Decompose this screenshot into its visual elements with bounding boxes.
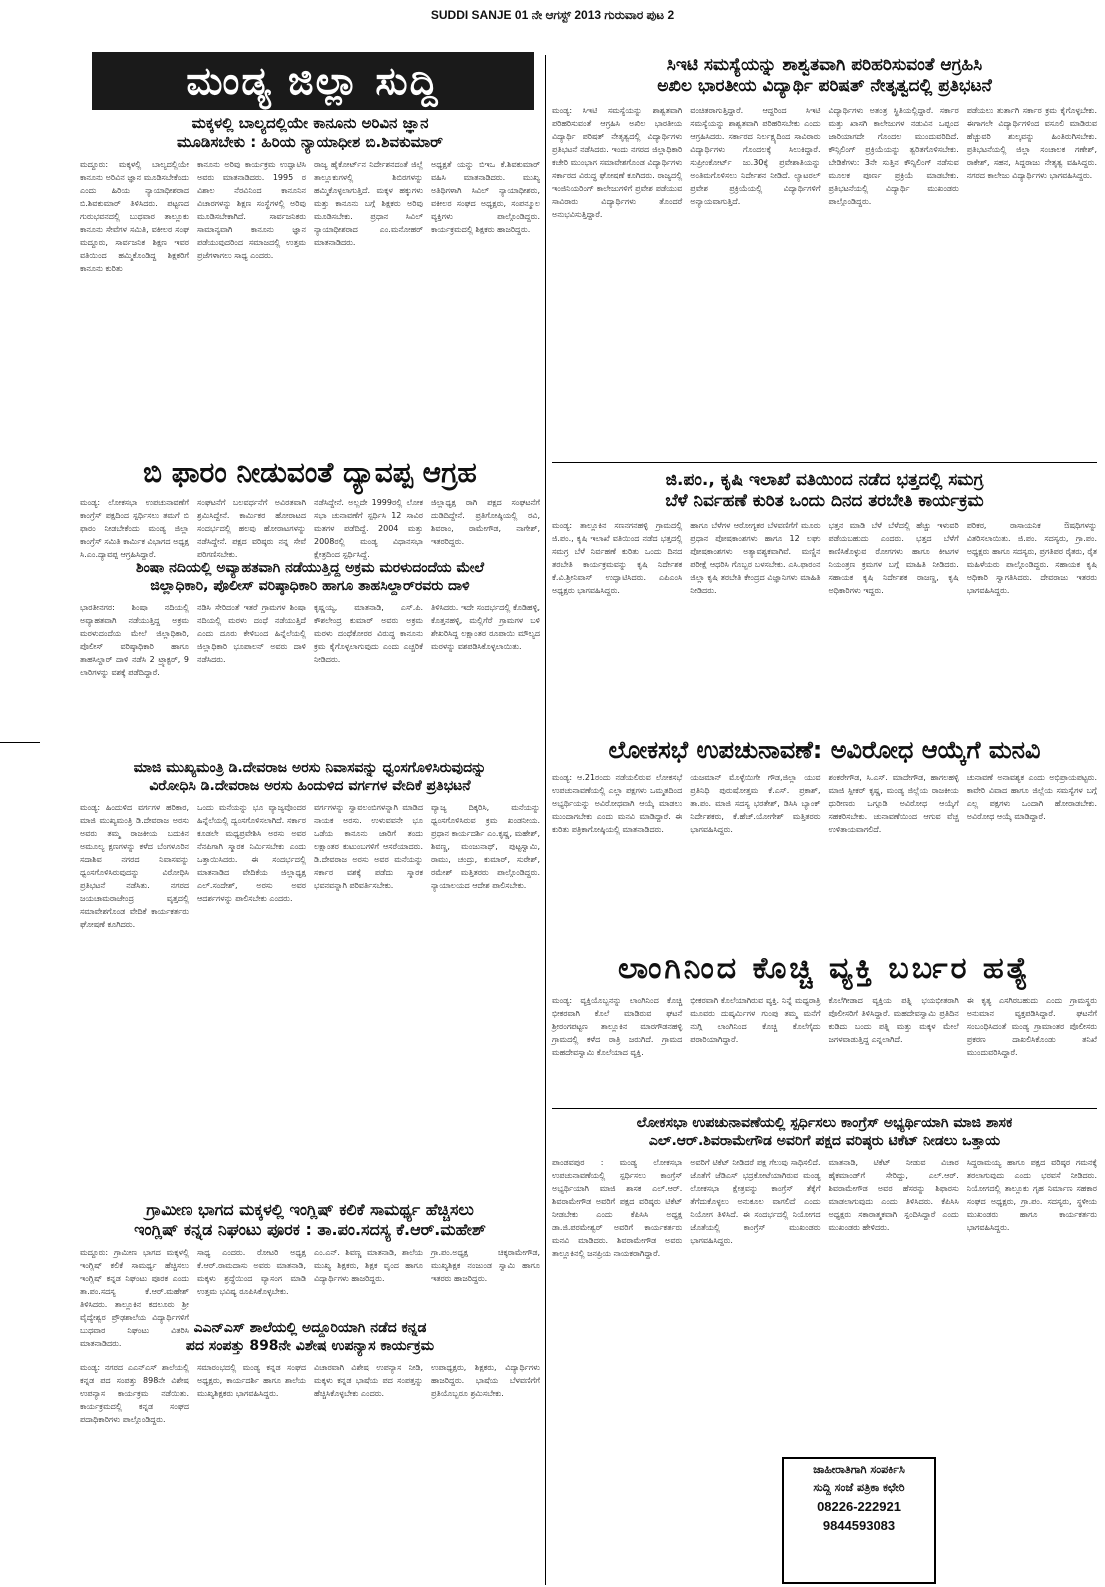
article-column: ಮಂಡ್ಯ: ನಗರದ ಎಎನ್‌ಎಸ್ ಶಾಲೆಯಲ್ಲಿ ಕನ್ನಡ ಪದ ಸಂಪತ್ತು 898ನೇ ವಿಶೇಷ ಉಪನ್ಯಾಸ ಕಾರ್ಯಕ್ರಮ ನಡೆಯಿತು. ಕಾರ್ಯಕ್ರಮದಲ್ಲಿ ಕನ್ನಡ ಸಂಘದ ಪದಾಧಿಕಾರಿಗಳು ಪಾಲ್ಗೊಂಡಿದ್ದರು. [80,1363,189,1424]
article-column: ಸಾಧ್ಯ ಎಂದರು. ರೋಟರಿ ಅಧ್ಯಕ್ಷ ಕೆ.ಆರ್.ರಾಮದಾಸು ಅವರು ಮಾತನಾಡಿ, ಮಕ್ಕಳು ಶ್ರದ್ಧೆಯಿಂದ ವ್ಯಾಸಂಗ ಮಾಡಿ ಉತ್ತಮ ಭವಿಷ್ಯ ರೂಪಿಸಿಕೊಳ್ಳಬೇಕು. [197,1248,306,1296]
article-column: ಈ ಕೃತ್ಯ ಎಸಗಿರಬಹುದು ಎಂದು ಗ್ರಾಮಸ್ಥರು ಅನುಮಾನ ವ್ಯಕ್ತಪಡಿಸಿದ್ದಾರೆ. ಘಟನೆಗೆ ಸಂಬಂಧಿಸಿದಂತೆ ಮಂಡ್ಯ ಗ್ರಾಮಾಂತರ ಪೊಲೀಸರು ಪ್ರಕರಣ ದಾಖಲಿಸಿಕೊಂಡು ತನಿಖೆ ಮುಂದುವರಿಸಿದ್ದಾರೆ. [966,995,1097,1057]
article-column: ಮಂಡ್ಯ: ಸಿಇಟಿ ಸಮಸ್ಯೆಯನ್ನು ಶಾಶ್ವತವಾಗಿ ಪರಿಹರಿಸುವಂತೆ ಆಗ್ರಹಿಸಿ ಅಖಿಲ ಭಾರತೀಯ ವಿದ್ಯಾರ್ಥಿ ಪರಿಷತ್ ನೇತೃತ್ವದಲ್ಲಿ ವಿದ್ಯಾರ್ಥಿಗಳು ಪ್ರತಿಭಟನೆ ನಡೆಸಿದರು. ಇಂದು ನಗರದ ಜಿಲ್ಲಾಧಿಕಾರಿ ಕಚೇರಿ ಮುಂಭಾಗ ಸಮಾವೇಶಗೊಂಡ ವಿದ್ಯಾರ್ಥಿಗಳು ಸರ್ಕಾರದ ವಿರುದ್ಧ ಘೋಷಣೆ ಕೂಗಿದರು. ರಾಜ್ಯದಲ್ಲಿ ಇಂಜಿನಿಯರಿಂಗ್ ಕಾಲೇಜುಗಳಿಗೆ ಪ್ರವೇಶ ಪಡೆಯುವ ಸಾವಿರಾರು ವಿದ್ಯಾರ್ಥಿಗಳು ತೊಂದರೆ ಅನುಭವಿಸುತ್ತಿದ್ದಾರೆ. [552,105,683,219]
article-column: ರಾಜ್ಯ ಹೈಕೋರ್ಟ್‌ನ ನಿರ್ದೇಶನದಂತೆ ಜಿಲ್ಲೆ ತಾಲ್ಲೂಕುಗಳಲ್ಲಿ ಶಿಬಿರಗಳನ್ನು ಹಮ್ಮಿಕೊಳ್ಳಲಾಗುತ್ತಿದೆ. ಮಕ್ಕಳ ಹಕ್ಕುಗಳು ಮತ್ತು ಕಾನೂನು ಬಗ್ಗೆ ಶಿಕ್ಷಕರು ಅರಿವು ಮೂಡಿಸಬೇಕು. ಪ್ರಧಾನ ಸಿವಿಲ್ ನ್ಯಾಯಾಧೀಶರಾದ ಎಂ.ಮನೋಹರ್ ಮಾತನಾಡಿದರು. [314,159,423,247]
article-column: ಎಂ.ಎನ್. ಶಿವಣ್ಣ ಮಾತನಾಡಿ, ಶಾಲೆಯ ಮುಖ್ಯ ಶಿಕ್ಷಕರು, ಶಿಕ್ಷಕ ವೃಂದ ಹಾಗೂ ವಿದ್ಯಾರ್ಥಿಗಳು ಹಾಜರಿದ್ದರು. [314,1248,423,1283]
article-cet-protest [552,55,1097,449]
headline: ಲಾಂಗಿನಿಂದ ಕೊಚ್ಚಿ ವ್ಯಕ್ತಿ ಬರ್ಬರ ಹತ್ಯೆ [618,951,1031,986]
article-column: ಮದ್ದೂರು: ಮಕ್ಕಳಲ್ಲಿ ಬಾಲ್ಯದಲ್ಲಿಯೇ ಕಾನೂನು ಅರಿವಿನ ಜ್ಞಾನ ಮೂಡಿಸಬೇಕೆಂದು ಎಂದು ಹಿರಿಯ ನ್ಯಾಯಾಧೀಶರಾದ ಬಿ.ಶಿವಕುಮಾರ್ ತಿಳಿಸಿದರು. ಪಟ್ಟಣದ ಗುರುಭವನದಲ್ಲಿ ಬುಧವಾರ ತಾಲ್ಲೂಕು ಕಾನೂನು ಸೇವೆಗಳ ಸಮಿತಿ, ವಕೀಲರ ಸಂಘ ಮದ್ದೂರು, ಸಾರ್ವಜನಿಕ ಶಿಕ್ಷಣ ಇವರ ವತಿಯಿಂದ ಹಮ್ಮಿಕೊಂಡಿದ್ದ ಶಿಕ್ಷಕರಿಗೆ ಕಾನೂನು ಕುರಿತು [80,159,189,273]
article-unopposed-election [552,735,1097,951]
headline: ಬಿ ಫಾರಂ ನೀಡುವಂತೆ ದ್ಯಾವಪ್ಪ ಆಗ್ರಹ [143,456,477,489]
article-law-awareness [80,114,540,440]
subheadline: ಮೂಡಿಸಬೇಕು : ಹಿರಿಯ ನ್ಯಾಯಾಧೀಶ ಬಿ.ಶಿವಕುಮಾರ್ [177,132,443,151]
article-column: ಗ್ರಾ.ಪಂ.ಅಧ್ಯಕ್ಷ ಚಿಕ್ಕರಾಮೇಗೌಡ, ಮುಖ್ಯಶಿಕ್ಷಕ ನಂಜುಂಡ ಸ್ವಾಮಿ ಹಾಗೂ ಇತರರು ಹಾಜರಿದ್ದರು. [431,1248,540,1283]
headline: ಮಾಜಿ ಮುಖ್ಯಮಂತ್ರಿ ಡಿ.ದೇವರಾಜ ಅರಸು ನಿವಾಸವನ್ನು ಧ್ವಂಸಗೊಳಿಸಿರುವುದನ್ನು [133,760,487,776]
article-column: ಸಂಘಟನೆಗೆ ಬಲವರ್ಧನೆಗೆ ಅವಿರತವಾಗಿ ಶ್ರಮಿಸಿದ್ದೇನೆ. ಕಾರ್ಮಿಕರ ಹೋರಾಟದ ಸಂದರ್ಭದಲ್ಲಿ ಹಲವು ಹೋರಾಟಗಳನ್ನು ನಡೆಸಿದ್ದೇನೆ. ಪಕ್ಷದ ವರಿಷ್ಠರು ನನ್ನ ಸೇವೆ ಪರಿಗಣಿಸಬೇಕು. [197,498,306,559]
section-banner: ಮಂಡ್ಯ ಜಿಲ್ಲಾ ಸುದ್ದಿ [92,52,534,110]
masthead-line [0,8,1105,23]
article-column: ಚುನಾವಣೆ ಅನಾವಶ್ಯಕ ಎಂದು ಅಭಿಪ್ರಾಯಪಟ್ಟರು. ಕಾವೇರಿ ವಿವಾದ ಹಾಗೂ ಜಿಲ್ಲೆಯ ಸಮಸ್ಯೆಗಳ ಬಗ್ಗೆ ಎಲ್ಲ ಪಕ್ಷಗಳು ಒಂದಾಗಿ ಹೋರಾಡಬೇಕು. ಅವಿರೋಧ ಆಯ್ಕೆ ಮಾಡಿದ್ದಾರೆ. [966,773,1097,821]
article-column: ಭತ್ತನ ಮಾಡಿ ಬೆಳೆ ಬೆಳೆದಲ್ಲಿ ಹೆಚ್ಚು ಇಳುವರಿ ಪಡೆಯಬಹುದು ಎಂದರು. ಭತ್ತದ ಬೆಳೆಗೆ ಕಾಣಿಸಿಕೊಳ್ಳುವ ರೋಗಗಳು ಹಾಗೂ ಕೀಟಗಳ ನಿಯಂತ್ರಣ ಕ್ರಮಗಳ ಬಗ್ಗೆ ಮಾಹಿತಿ ನೀಡಿದರು. ಸಹಾಯಕ ಕೃಷಿ ನಿರ್ದೇಶಕ ರಾಜಣ್ಣ, ಕೃಷಿ ಅಧಿಕಾರಿಗಳು ಇದ್ದರು. [828,520,959,595]
article-murder [552,950,1097,1109]
article-column: ಕಾನೂನು ಅರಿವು ಕಾರ್ಯಕ್ರಮ ಉದ್ಘಾಟಿಸಿ ಅವರು ಮಾತನಾಡಿದರು. 1995 ರ ವಿಶಾಲ ನೆರವಿನಿಂದ ಕಾನೂನಿನ ವಿಚಾರಗಳನ್ನು ಶಿಕ್ಷಣ ಸಂಸ್ಥೆಗಳಲ್ಲಿ ಅರಿವು ಮೂಡಿಸಬೇಕಾಗಿದೆ. ಸಾರ್ವಜನಿಕರು ಸಾಮಾನ್ಯವಾಗಿ ಕಾನೂನು ಜ್ಞಾನ ಪಡೆಯುವುದರಿಂದ ಸಮಾಜದಲ್ಲಿ ಉತ್ತಮ ಪ್ರಜೆಗಳಾಗಲು ಸಾಧ್ಯ ಎಂದರು. [197,159,306,260]
article-column: ಕೊಲೆಗೀಡಾದ ವ್ಯಕ್ತಿಯ ಪತ್ನಿ ಭಯಭೀತರಾಗಿ ಪೊಲೀಸರಿಗೆ ತಿಳಿಸಿದ್ದಾರೆ. ಮಹದೇವಸ್ವಾಮಿ ಪ್ರತಿದಿನ ಕುಡಿದು ಬಂದು ಪತ್ನಿ ಮತ್ತು ಮಕ್ಕಳ ಮೇಲೆ ಜಗಳವಾಡುತ್ತಿದ್ದ ಎನ್ನಲಾಗಿದೆ. [828,995,959,1044]
center-divider [545,55,546,1585]
article-column: ಮದ್ದೂರು: ಗ್ರಾಮೀಣ ಭಾಗದ ಮಕ್ಕಳಲ್ಲಿ ಇಂಗ್ಲಿಷ್ ಕಲಿಕೆ ಸಾಮರ್ಥ್ಯ ಹೆಚ್ಚಿಸಲು ಇಂಗ್ಲಿಷ್ ಕನ್ನಡ ನಿಘಂಟು ಪೂರಕ ಎಂದು ತಾ.ಪಂ.ಸದಸ್ಯ ಕೆ.ಆರ್.ಮಹೇಶ್ ತಿಳಿಸಿದರು. ತಾಲ್ಲೂಕಿನ ಕದಲೂರು ಶ್ರೀ ವೈದ್ಯೇಶ್ವರ ಪ್ರೌಢಶಾಲೆಯ ವಿದ್ಯಾರ್ಥಿಗಳಿಗೆ ಬುಧವಾರ ನಿಘಂಟು ವಿತರಿಸಿ ಮಾತನಾಡಿದರು. [80,1248,189,1348]
advertisement-box [782,1457,936,1584]
headline: ಲೋಕಸಭೆ ಉಪಚುನಾವಣೆ: ಅವಿರೋಧ ಆಯ್ಕೆಗೆ ಮನವಿ [608,736,1041,764]
article-column: ಭೀಕರವಾಗಿ ಕೊಲೆಯಾಗಿರುವ ವ್ಯಕ್ತಿ. ನಿನ್ನೆ ಮಧ್ಯರಾತ್ರಿ ಮೂವರು ದುಷ್ಕರ್ಮಿಗಳ ಗುಂಪು ತಮ್ಮ ಮನೆಗೆ ನುಗ್ಗಿ ಲಾಂಗಿನಿಂದ ಕೊಚ್ಚಿ ಕೊಲೆಗೈದು ಪರಾರಿಯಾಗಿದ್ದಾರೆ. [690,995,821,1044]
article-column: ಪರಿಕರ, ರಾಸಾಯನಿಕ ಔಷಧಿಗಳನ್ನು ವಿತರಿಸಲಾಯಿತು. ಜಿ.ಪಂ. ಸದಸ್ಯರು, ಗ್ರಾ.ಪಂ. ಅಧ್ಯಕ್ಷರು ಹಾಗೂ ಸದಸ್ಯರು, ಪ್ರಗತಿಪರ ರೈತರು, ರೈತ ಮಹಿಳೆಯರು ಪಾಲ್ಗೊಂಡಿದ್ದರು. ಸಹಾಯಕ ಕೃಷಿ ಅಧಿಕಾರಿ ಸ್ವಾಗತಿಸಿದರು. ದೇವರಾಜು ಇತರರು ಭಾಗವಹಿಸಿದ್ದರು. [966,520,1097,595]
headline: ಸಿಇಟಿ ಸಮಸ್ಯೆಯನ್ನು ಶಾಶ್ವತವಾಗಿ ಪರಿಹರಿಸುವಂತೆ ಆಗ್ರಹಿಸಿ [666,55,983,75]
article-column: ಸಿದ್ದರಾಮಯ್ಯ ಹಾಗೂ ಪಕ್ಷದ ವರಿಷ್ಠರ ಗಮನಕ್ಕೆ ತರಲಾಗುವುದು ಎಂದು ಭರವಸೆ ನೀಡಿದರು. ನಿಯೋಗದಲ್ಲಿ ತಾಲ್ಲೂಕು ಗೃಹ ನಿರ್ಮಾಣ ಸಹಕಾರ ಸಂಘದ ಅಧ್ಯಕ್ಷರು, ಗ್ರಾ.ಪಂ. ಸದಸ್ಯರು, ಸ್ಥಳೀಯ ಮುಖಂಡರು ಹಾಗೂ ಕಾರ್ಯಕರ್ತರು ಭಾಗವಹಿಸಿದ್ದರು. [966,1158,1097,1232]
article-column: ವರ್ಗಗಳನ್ನು ಸ್ವಾವಲಂಬಿಗಳನ್ನಾಗಿ ಮಾಡಿದ ನಾಯಕ ಅರಸು. ಉಳುವವನೇ ಭೂ ಒಡೆಯ ಕಾನೂನು ಜಾರಿಗೆ ತಂದು ಲಕ್ಷಾಂತರ ಕುಟುಂಬಗಳಿಗೆ ಆಸರೆಯಾದರು. ಡಿ.ದೇವರಾಜ ಅರಸು ಅವರ ಮನೆಯನ್ನು ಸರ್ಕಾರ ವಶಕ್ಕೆ ಪಡೆದು ಸ್ಮಾರಕ ಭವನವನ್ನಾಗಿ ಪರಿವರ್ತಿಸಬೇಕು. [314,803,423,890]
article-column: ಮಂಡ್ಯ: ವ್ಯಕ್ತಿಯೊಬ್ಬನನ್ನು ಲಾಂಗಿನಿಂದ ಕೊಚ್ಚಿ ಭೀಕರವಾಗಿ ಕೊಲೆ ಮಾಡಿರುವ ಘಟನೆ ಶ್ರೀರಂಗಪಟ್ಟಣ ತಾಲ್ಲೂಕಿನ ಮಾರಗೌಡನಹಳ್ಳಿ ಗ್ರಾಮದಲ್ಲಿ ಕಳೆದ ರಾತ್ರಿ ಜರುಗಿದೆ. ಗ್ರಾಮದ ಮಹದೇವಸ್ವಾಮಿ ಕೊಲೆಯಾದ ವ್ಯಕ್ತಿ. [552,995,683,1057]
article-column: ನಡಿಸಿ ಸೇರಿದಂತೆ ಇತರೆ ಗ್ರಾಮಗಳ ಶಿಂಷಾ ನದಿಯಲ್ಲಿ ಮರಳು ದಂಧೆ ನಡೆಯುತ್ತಿದೆ ಎಂದು ದೂರು ಕೇಳಿಬಂದ ಹಿನ್ನೆಲೆಯಲ್ಲಿ ಜಿಲ್ಲಾಧಿಕಾರಿ ಭೂಪಾಲನ್ ಅವರು ದಾಳಿ ನಡೆಸಿದರು. [197,603,306,664]
article-column: ಒಂದು ಮನೆಯನ್ನು ಭೂ ವ್ಯಾಜ್ಯವೊಂದರ ಹಿನ್ನೆಲೆಯಲ್ಲಿ ದ್ವಂಸಗೊಳಿಸಲಾಗಿದೆ. ಸರ್ಕಾರ ಕೂಡಲೇ ಮಧ್ಯಪ್ರವೇಶಿಸಿ ಅರಸು ಅವರ ನೆನಪಿಗಾಗಿ ಸ್ಮಾರಕ ನಿರ್ಮಿಸಬೇಕು ಎಂದು ಒತ್ತಾಯಿಸಿದರು. ಈ ಸಂದರ್ಭದಲ್ಲಿ ಮಾತನಾಡಿದ ವೇದಿಕೆಯ ಜಿಲ್ಲಾಧ್ಯಕ್ಷ ಎಲ್.ಸಂದೇಶ್, ಅರಸು ಅವರ ಆದರ್ಶಗಳನ್ನು ಪಾಲಿಸಬೇಕು ಎಂದರು. [197,803,306,903]
article-column: ನಡೆಸಿದ್ದೇನೆ. ಅಲ್ಲದೇ 1999ರಲ್ಲಿ ಲೋಕ ಸಭಾ ಚುನಾವಣೆಗೆ ಸ್ಪರ್ಧಿಸಿ 12 ಸಾವಿರ ಮತಗಳ ಪಡೆದಿದ್ದೆ. 2004 ಮತ್ತು 2008ರಲ್ಲಿ ಮಂಡ್ಯ ವಿಧಾನಸಭಾ ಕ್ಷೇತ್ರದಿಂದ ಸ್ಪರ್ಧಿಸಿದ್ದೆ. [314,498,423,559]
article-column: ಕೃಷ್ಣಯ್ಯ, ಮಾತನಾಡಿ, ಎಸ್.ಪಿ. ಕೌಶಲೇಂದ್ರ ಕುಮಾರ್ ಅವರು ಅಕ್ರಮ ಮರಳು ದಂಧೆಕೋರರ ವಿರುದ್ಧ ಕಾನೂನು ಕ್ರಮ ಕೈಗೊಳ್ಳಲಾಗುವುದು ಎಂದು ಎಚ್ಚರಿಕೆ ನೀಡಿದರು. [314,603,423,664]
subheadline: ಅಖಿಲ ಭಾರತೀಯ ವಿದ್ಯಾರ್ಥಿ ಪರಿಷತ್ ನೇತೃತ್ವದಲ್ಲಿ ಪ್ರತಿಭಟನೆ [657,76,992,97]
article-column: ಹಾಗೂ ಬೆಳೆಗಳ ಆರೋಗ್ಯಕರ ಬೆಳವಣಿಗೆಗೆ ಮೂರು ಪ್ರಧಾನ ಪೋಷಕಾಂಶಗಳು ಹಾಗೂ 12 ಲಘು ಪೋಷಕಾಂಶಗಳು ಅತ್ಯಾವಶ್ಯಕವಾಗಿವೆ. ಮಣ್ಣಿನ ಪರೀಕ್ಷೆ ಆಧರಿಸಿ ಗೊಬ್ಬರ ಬಳಸಬೇಕು. ಎಸಿ.ಫಾರಂನ ಜಿಲ್ಲಾ ಕೃಷಿ ತರಬೇತಿ ಕೇಂದ್ರದ ವಿಜ್ಞಾನಿಗಳು ಮಾಹಿತಿ ನೀಡಿದರು. [690,520,821,595]
article-column: ವಿಚಾರವಾಗಿ ವಿಶೇಷ ಉಪನ್ಯಾಸ ನೀಡಿ, ಮಕ್ಕಳು ಕನ್ನಡ ಭಾಷೆಯ ಪದ ಸಂಪತ್ತನ್ನು ಹೆಚ್ಚಿಸಿಕೊಳ್ಳಬೇಕು ಎಂದರು. [314,1363,423,1398]
article-column: ಮಂಡ್ಯ: ಆ.21ರಂದು ನಡೆಯಲಿರುವ ಲೋಕಸಭೆ ಉಪಚುನಾವಣೆಯಲ್ಲಿ ಎಲ್ಲಾ ಪಕ್ಷಗಳು ಒಮ್ಮತದಿಂದ ಅಭ್ಯರ್ಥಿಯನ್ನು ಅವಿರೋಧವಾಗಿ ಆಯ್ಕೆ ಮಾಡಲು ಮುಂದಾಗಬೇಕು ಎಂದು ಮನವಿ ಮಾಡಿದ್ದಾರೆ. ಈ ಕುರಿತು ಪತ್ರಿಕಾಗೋಷ್ಠಿಯಲ್ಲಿ ಮಾತನಾಡಿದರು. [552,773,683,834]
article-column: ವಿದ್ಯಾರ್ಥಿಗಳು ಅತಂತ್ರ ಸ್ಥಿತಿಯಲ್ಲಿದ್ದಾರೆ. ಸರ್ಕಾರ ಮತ್ತು ಖಾಸಗಿ ಕಾಲೇಜುಗಳ ನಡುವಿನ ಒಪ್ಪಂದ ಜಾರಿಯಾಗದೇ ಗೊಂದಲ ಮುಂದುವರಿದಿದೆ. ಕೌನ್ಸಿಲಿಂಗ್ ಪ್ರಕ್ರಿಯೆಯನ್ನು ತ್ವರಿತಗೊಳಿಸಬೇಕು. ಬೇಡಿಕೆಗಳು: 3ನೇ ಸುತ್ತಿನ ಕೌನ್ಸಿಲಿಂಗ್ ನಡೆಸುವ ಮೂಲಕ ಪೂರ್ಣ ಪ್ರಕ್ರಿಯೆ ಮಾಡಬೇಕು. ಪ್ರತಿಭಟನೆಯಲ್ಲಿ ವಿದ್ಯಾರ್ಥಿ ಮುಖಂಡರು ಪಾಲ್ಗೊಂಡಿದ್ದರು. [828,105,959,206]
article-column: ಉಪಾಧ್ಯಕ್ಷರು, ಶಿಕ್ಷಕರು, ವಿದ್ಯಾರ್ಥಿಗಳು ಹಾಜರಿದ್ದರು. ಭಾಷೆಯ ಬೆಳವಣಿಗೆಗೆ ಪ್ರತಿಯೊಬ್ಬರೂ ಶ್ರಮಿಸಬೇಕು. [431,1363,540,1398]
article-column: ಸಮಾರಂಭದಲ್ಲಿ ಮಂಡ್ಯ ಕನ್ನಡ ಸಂಘದ ಅಧ್ಯಕ್ಷರು, ಕಾರ್ಯದರ್ಶಿ ಹಾಗೂ ಶಾಲೆಯ ಮುಖ್ಯಶಿಕ್ಷಕರು ಭಾಗವಹಿಸಿದ್ದರು. [197,1363,306,1398]
headline: ಲೋಕಸಭಾ ಉಪಚುನಾವಣೆಯಲ್ಲಿ ಸ್ಪರ್ಧಿಸಲು ಕಾಂಗ್ರೆಸ್ ಅಭ್ಯರ್ಥಿಯಾಗಿ ಮಾಜಿ ಶಾಸಕ [636,1115,1013,1131]
ad-office: ಸುದ್ದಿ ಸಂಜೆ ಪತ್ರಿಕಾ ಕಛೇರಿ [813,1481,905,1494]
article-column: ಮಂಡ್ಯ: ಲೋಕಸಭಾ ಉಪಚುನಾವಣೆಗೆ ಕಾಂಗ್ರೆಸ್ ಪಕ್ಷದಿಂದ ಸ್ಪರ್ಧಿಸಲು ತಮಗೆ ಬಿ ಫಾರಂ ನೀಡಬೇಕೆಂದು ಮಂಡ್ಯ ಜಿಲ್ಲಾ ಕಾಂಗ್ರೆಸ್ ಸಮಿತಿ ಕಾರ್ಮಿಕ ವಿಭಾಗದ ಅಧ್ಯಕ್ಷ ಸಿ.ಎಂ.ದ್ಯಾವಪ್ಪ ಆಗ್ರಹಿಸಿದ್ದಾರೆ. [80,498,189,559]
article-paddy-training [552,470,1097,719]
ad-phone-mobile: 9844593083 [822,1518,896,1533]
headline: ಎಎನ್‌ಎಸ್ ಶಾಲೆಯಲ್ಲಿ ಅದ್ದೂರಿಯಾಗಿ ನಡೆದ ಕನ್ನಡ [193,1320,427,1336]
article-column: ಭಾರತೀನಗರ: ಶಿಂಷಾ ನದಿಯಲ್ಲಿ ಅವ್ಯಾಹತವಾಗಿ ನಡೆಯುತ್ತಿದ್ದ ಅಕ್ರಮ ಮರಳುದಂದೆಯ ಮೇಲೆ ಜಿಲ್ಲಾಧಿಕಾರಿ, ಪೊಲೀಸ್ ವರಿಷ್ಠಾಧಿಕಾರಿ ಹಾಗೂ ತಾಹಸಿಲ್ದಾರ್ ದಾಳಿ ನಡೆಸಿ 2 ಟ್ರ್ಯಾಕ್ಟರ್, 9 ಲಾರಿಗಳನ್ನು ವಶಕ್ಕೆ ಪಡೆದಿದ್ದಾರೆ. [80,603,189,677]
subheadline: ಬೆಳೆ ನಿರ್ವಹಣೆ ಕುರಿತ ಒಂದು ದಿನದ ತರಬೇತಿ ಕಾರ್ಯಕ್ರಮ [665,491,984,512]
article-column: ಯಜಮಾನ್ ಮೊಳ್ಳೆಯಿಗೇ ಗೌಡ,ಜಿಲ್ಲಾ ಯುವ ಪ್ರತಿನಿಧಿ ಪುರುಷೋತ್ತಮ ಕೆ.ಎಸ್. ಪ್ರಕಾಶ್, ತಾ.ಪಂ. ಮಾಜಿ ಸದಸ್ಯ ಭರತೇಶ್, ಡಿಸಿಸಿ ಬ್ಯಾಂಕ್ ನಿರ್ದೇಶಕರು, ಕೆ.ಹೆಚ್.ಯೋಗೇಶ್ ಮತ್ತಿತರರು ಭಾಗವಹಿಸಿದ್ದರು. [690,773,821,834]
subheadline: ಇಂಗ್ಲಿಷ್ ಕನ್ನಡ ನಿಘಂಟು ಪೂರಕ : ತಾ.ಪಂ.ಸದಸ್ಯ ಕೆ.ಆರ್.ಮಹೇಶ್ [134,1220,486,1239]
article-column: ಜಿಲ್ಲಾಧ್ಯಕ್ಷ ರಾಗಿ ಪಕ್ಷದ ಸಂಘಟನೆಗೆ ದುಡಿದಿದ್ದೇನೆ. ಪ್ರತಿಗೋಷ್ಠಿಯಲ್ಲಿ ರವಿ, ಶಿವರಾಂ, ರಾಮೇಗೌಡ, ನಾಗೇಶ್, ಇತರರಿದ್ದರು. [431,498,540,546]
article-column: ವ್ಯಾಜ್ಯ ದಿಕ್ಕರಿಸಿ, ಮನೆಯನ್ನು ಧ್ವಂಸಗೊಳಿಸಿರುವ ಕ್ರಮ ಖಂಡನೀಯ. ಪ್ರಧಾನ ಕಾರ್ಯದರ್ಶಿ ಎಂ.ಕೃಷ್ಣ, ಮಹೇಶ್, ಶಿವಣ್ಣ, ಮಂಜುನಾಥ್, ಪುಟ್ಟಸ್ವಾಮಿ, ರಾಮು, ಚಂದ್ರು, ಕುಮಾರ್, ಸುರೇಶ್, ರಮೇಶ್ ಮತ್ತಿತರರು ಪಾಲ್ಗೊಂಡಿದ್ದರು. ನ್ಯಾಯಾಲಯದ ಆದೇಶ ಪಾಲಿಸಬೇಕು. [431,803,540,890]
article-column: ಅಧ್ಯಕ್ಷತೆ ಯನ್ನು ಬಿಇಒ ಕೆ.ಶಿವಕುಮಾರ್ ವಹಿಸಿ ಮಾತನಾಡಿದರು. ಮುಖ್ಯ ಅತಿಥಿಗಳಾಗಿ ಸಿವಿಲ್ ನ್ಯಾಯಾಧೀಶರು, ವಕೀಲರ ಸಂಘದ ಅಧ್ಯಕ್ಷರು, ಸಂಪನ್ಮೂಲ ವ್ಯಕ್ತಿಗಳು ಪಾಲ್ಗೊಂಡಿದ್ದರು. ಕಾರ್ಯಕ್ರಮದಲ್ಲಿ ಶಿಕ್ಷಕರು ಹಾಜರಿದ್ದರು. [431,159,540,234]
article-column: ಶಂಕರೇಗೌಡ, ಸಿ.ಎಸ್. ಮಾದೇಗೌಡ, ಹಾಗಲಹಳ್ಳಿ ಮಾಜಿ ಸ್ಪೀಕರ್ ಕೃಷ್ಣ, ಮಂಡ್ಯ ಜಿಲ್ಲೆಯ ರಾಜಕೀಯ ಧುರೀಣರು ಒಗ್ಗೂಡಿ ಅವಿರೋಧ ಆಯ್ಕೆಗೆ ಸಹಕರಿಸಬೇಕು. ಚುನಾವಣೆಯಿಂದ ಆಗುವ ವೆಚ್ಚ ಉಳಿತಾಯವಾಗಲಿದೆ. [828,773,959,834]
article-column: ಪಾಂಡವಪುರ : ಮಂಡ್ಯ ಲೋಕಸಭಾ ಉಪಚುನಾವಣೆಯಲ್ಲಿ ಸ್ಪರ್ಧಿಸಲು ಕಾಂಗ್ರೆಸ್ ಅಭ್ಯರ್ಥಿಯಾಗಿ ಮಾಜಿ ಶಾಸಕ ಎಲ್.ಆರ್. ಶಿವರಾಮೇಗೌಡ ಅವರಿಗೆ ಪಕ್ಷದ ವರಿಷ್ಠರು ಟಿಕೆಟ್ ನೀಡಬೇಕು ಎಂದು ಕೆಪಿಸಿಸಿ ಅಧ್ಯಕ್ಷ ಡಾ.ಜಿ.ಪರಮೇಶ್ವರ್ ಅವರಿಗೆ ಕಾರ್ಯಕರ್ತರು ಮನವಿ ಮಾಡಿದರು. ಶಿವರಾಮೇಗೌಡ ಅವರು ತಾಲ್ಲೂಕಿನಲ್ಲಿ ಜನಪ್ರಿಯ ನಾಯಕರಾಗಿದ್ದಾರೆ. [552,1158,683,1258]
masthead: SUDDI SANJE [430,8,512,22]
article-column: ಅವರಿಗೆ ಟಿಕೆಟ್ ನೀಡಿದರೆ ಪಕ್ಷ ಗೆಲುವು ಸಾಧಿಸಲಿದೆ. ಜೊತೆಗೆ ಜೆಡಿಎಸ್ ಭದ್ರಕೋಟೆಯಾಗಿರುವ ಮಂಡ್ಯ ಲೋಕಸಭಾ ಕ್ಷೇತ್ರವನ್ನು ಕಾಂಗ್ರೆಸ್ ತೆಕ್ಕೆಗೆ ತೆಗೆದುಕೊಳ್ಳಲು ಅನುಕೂಲ ವಾಗಲಿದೆ ಎಂದು ನಿಯೋಗ ತಿಳಿಸಿದೆ. ಈ ಸಂದರ್ಭದಲ್ಲಿ ನಿಯೋಗದ ಜೊತೆಯಲ್ಲಿ ಕಾಂಗ್ರೆಸ್ ಮುಖಂಡರು ಭಾಗವಹಿಸಿದ್ದರು. [690,1158,821,1245]
headline: ಶಿಂಷಾ ನದಿಯಲ್ಲಿ ಅವ್ಯಾಹತವಾಗಿ ನಡೆಯುತ್ತಿದ್ದ ಅಕ್ರಮ ಮರಳುದಂದೆಯ ಮೇಲೆ [135,560,485,576]
headline: ಜಿ.ಪಂ., ಕೃಷಿ ಇಲಾಖೆ ವತಿಯಿಂದ ನಡೆದ ಭತ್ತದಲ್ಲಿ ಸಮಗ್ರ [665,470,984,490]
article-column: ಮಂಡ್ಯ: ಹಿಂದುಳಿದ ವರ್ಗಗಳ ಹರಿಕಾರ, ಮಾಜಿ ಮುಖ್ಯಮಂತ್ರಿ ಡಿ.ದೇವರಾಜ ಅರಸು ಅವರು ತಮ್ಮ ರಾಜಕೀಯ ಬದುಕಿನ ಅಮೂಲ್ಯ ಕ್ಷಣಗಳನ್ನು ಕಳೆದ ಬೆಂಗಳೂರಿನ ಸದಾಶಿವ ನಗರದ ನಿವಾಸವನ್ನು ಧ್ವಂಸಗೊಳಿಸಿರುವುದನ್ನು ವಿರೋಧಿಸಿ ಪ್ರತಿಭಟನೆ ನಡೆಸಿತು. ನಗರದ ಜಯಚಾಮರಾಜೇಂದ್ರ ವೃತ್ತದಲ್ಲಿ ಸಮಾವೇಶಗೊಂಡ ವೇದಿಕೆ ಕಾರ್ಯಕರ್ತರು ಘೋಷಣೆ ಕೂಗಿದರು. [80,803,189,929]
article-column: ತಿಳಿಸಿದರು. ಇದೇ ಸಂದರ್ಭದಲ್ಲಿ ಕೊಡಿಹಳ್ಳಿ, ಕೊತ್ತನಹಳ್ಳಿ, ಮಲ್ಲಿಗೆರೆ ಗ್ರಾಮಗಳ ಬಳಿ ಶೇಖರಿಸಿದ್ದ ಲಕ್ಷಾಂತರ ರೂಪಾಯಿ ಮೌಲ್ಯದ ಮರಳನ್ನು ವಶಪಡಿಸಿಕೊಳ್ಳಲಾಯಿತು. [431,603,540,651]
article-column: ವಂಚಿತರಾಗುತ್ತಿದ್ದಾರೆ. ಆದ್ದರಿಂದ ಸಿಇಟಿ ಸಮಸ್ಯೆಯನ್ನು ಶಾಶ್ವತವಾಗಿ ಪರಿಹರಿಸಬೇಕು ಎಂದು ಆಗ್ರಹಿಸಿದರು. ಸರ್ಕಾರದ ನಿರ್ಲಕ್ಷ್ಯದಿಂದ ಸಾವಿರಾರು ವಿದ್ಯಾರ್ಥಿಗಳು ಗೊಂದಲಕ್ಕೆ ಸಿಲುಕಿದ್ದಾರೆ. ಸುಪ್ರೀಂಕೋರ್ಟ್ ಜು.30ಕ್ಕೆ ಪ್ರವೇಶಾತಿಯನ್ನು ಅಂತಿಮಗೊಳಿಸಲು ನಿರ್ದೇಶನ ನೀಡಿದೆ. ಲ್ಯಾಟರಲ್ ಪ್ರವೇಶ ಪ್ರಕ್ರಿಯೆಯಲ್ಲಿ ವಿದ್ಯಾರ್ಥಿಗಳಿಗೆ ಅನ್ಯಾಯವಾಗುತ್ತಿದೆ. [690,105,821,206]
article-kannada-lecture [80,1320,540,1581]
article-column: ಮಂಡ್ಯ: ತಾಲ್ಲೂಕಿನ ಸಣನಗನಹಳ್ಳಿ ಗ್ರಾಮದಲ್ಲಿ ಜಿ.ಪಂ., ಕೃಷಿ ಇಲಾಖೆ ವತಿಯಿಂದ ನಡೆದ ಭತ್ತದಲ್ಲಿ ಸಮಗ್ರ ಬೆಳೆ ನಿರ್ವಹಣೆ ಕುರಿತು ಒಂದು ದಿನದ ತರಬೇತಿ ಕಾರ್ಯಕ್ರಮವನ್ನು ಕೃಷಿ ನಿರ್ದೇಶಕ ಕೆ.ವಿ.ಶ್ರೀನಿವಾಸ್ ಉದ್ಘಾಟಿಸಿದರು. ಎಪಿಎಂಸಿ ಅಧ್ಯಕ್ಷರು ಭಾಗವಹಿಸಿದ್ದರು. [552,520,683,595]
article-arasu-house [80,760,540,1181]
subheadline: ವಿರೋಧಿಸಿ ಡಿ.ದೇವರಾಜ ಅರಸು ಹಿಂದುಳಿದ ವರ್ಗಗಳ ವೇದಿಕೆ ಪ್ರತಿಭಟನೆ [149,777,471,794]
article-sand-mining [80,560,540,736]
subheadline: ಪದ ಸಂಪತ್ತು 898ನೇ ವಿಶೇಷ ಉಪನ್ಯಾಸ ಕಾರ್ಯಕ್ರಮ [185,1337,435,1354]
subheadline: ಎಲ್.ಆರ್.ಶಿವರಾಮೇಗೌಡ ಅವರಿಗೆ ಪಕ್ಷದ ವರಿಷ್ಠರು ಟಿಕೆಟ್ ನೀಡಲು ಒತ್ತಾಯ [648,1132,1001,1149]
subheadline: ಜಿಲ್ಲಾಧಿಕಾರಿ, ಪೊಲೀಸ್ ವರಿಷ್ಠಾಧಿಕಾರಿ ಹಾಗೂ ತಾಹಸಿಲ್ದಾರ್‌ರವರು ದಾಳಿ [150,577,470,594]
headline: ಗ್ರಾಮೀಣ ಭಾಗದ ಮಕ್ಕಳಲ್ಲಿ ಇಂಗ್ಲಿಷ್ ಕಲಿಕೆ ಸಾಮರ್ಥ್ಯ ಹೆಚ್ಚಿಸಲು [146,1200,474,1219]
article-column: ಪಡೆಯಲು ತುರ್ತಾಗಿ ಸರ್ಕಾರ ಕ್ರಮ ಕೈಗೊಳ್ಳಬೇಕು. ಈಗಾಗಲೇ ವಿದ್ಯಾರ್ಥಿಗಳಿಂದ ವಸೂಲಿ ಮಾಡಿರುವ ಹೆಚ್ಚುವರಿ ಶುಲ್ಕವನ್ನು ಹಿಂತಿರುಗಿಸಬೇಕು. ಪ್ರತಿಭಟನೆಯಲ್ಲಿ ಜಿಲ್ಲಾ ಸಂಚಾಲಕ ಗಣೇಶ್, ರಾಕೇಶ್, ಸಹನ, ಸಿದ್ದರಾಜು ನೇತೃತ್ವ ವಹಿಸಿದ್ದರು. ನಗರದ ಕಾಲೇಜು ವಿದ್ಯಾರ್ಥಿಗಳು ಭಾಗವಹಿಸಿದ್ದರು. [966,105,1097,180]
headline: ಮಕ್ಕಳಲ್ಲಿ ಬಾಲ್ಯದಲ್ಲಿಯೇ ಕಾನೂನು ಅರಿವಿನ ಜ್ಞಾನ [191,114,429,132]
fold-mark [0,742,40,743]
article-column: ಮಾತನಾಡಿ, ಟಿಕೆಟ್ ನೀಡುವ ವಿಚಾರ ಹೈಕಮಾಂಡ್‌ಗೆ ಸೇರಿದ್ದು, ಎಲ್.ಆರ್. ಶಿವರಾಮೇಗೌಡ ಅವರ ಹೆಸರನ್ನು ಶಿಫಾರಸು ಮಾಡಲಾಗುವುದು ಎಂದು ತಿಳಿಸಿದರು. ಕೆಪಿಸಿಸಿ ಅಧ್ಯಕ್ಷರು ಸಕಾರಾತ್ಮಕವಾಗಿ ಸ್ಪಂದಿಸಿದ್ದಾರೆ ಎಂದು ಮುಖಂಡರು ಹೇಳಿದರು. [828,1158,959,1232]
dateline: 01 ನೇ ಆಗಸ್ಟ್ 2013 ಗುರುವಾರ ಪುಟ 2 [514,8,675,22]
section-rule [552,462,1097,463]
ad-phone-landline: 08226-222921 [817,1499,901,1514]
ad-title: ಜಾಹೀರಾತಿಗಾಗಿ ಸಂಪರ್ಕಿಸಿ [813,1463,905,1476]
section-rule [552,1108,1097,1109]
